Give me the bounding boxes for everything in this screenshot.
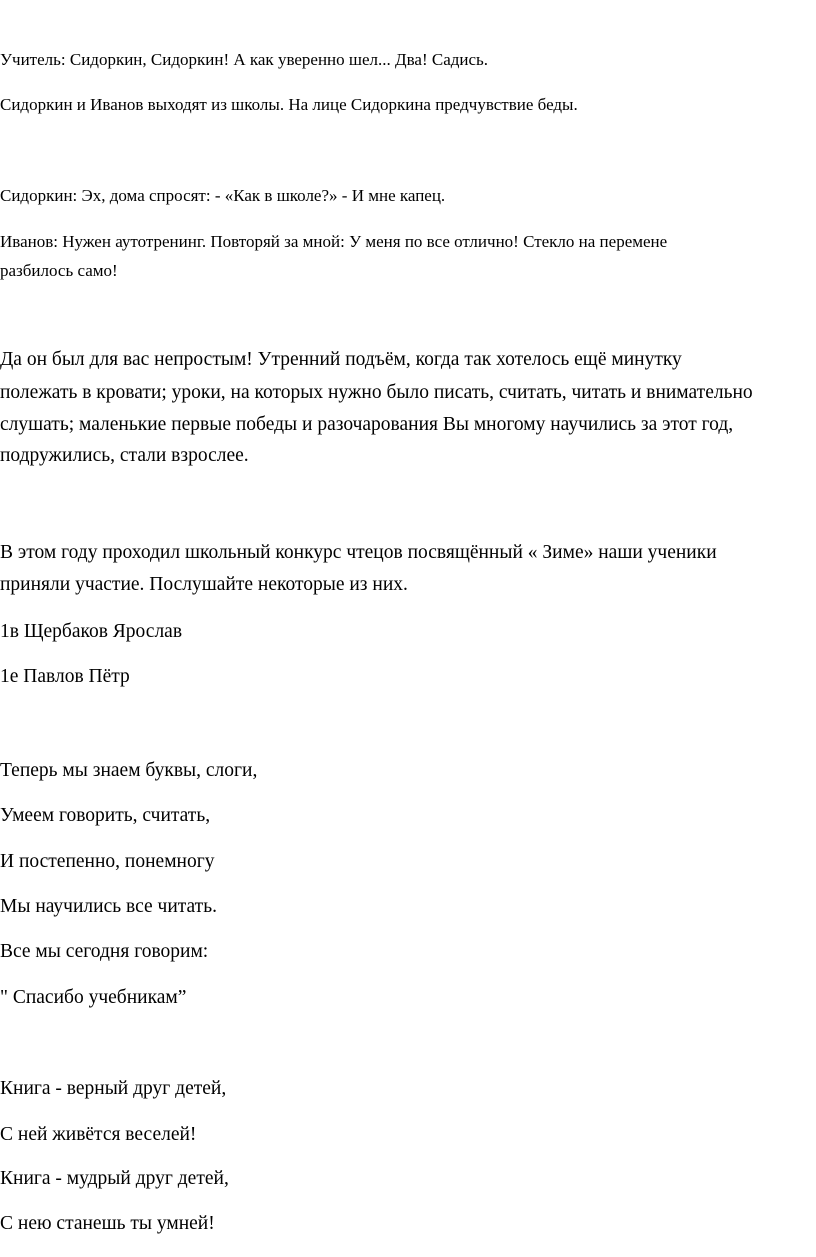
poem1-line-5: Все мы сегодня говорим:: [0, 941, 209, 962]
participant-2: 1е Павлов Пётр: [0, 666, 130, 687]
poem1-line-3: И постепенно, понемногу: [0, 851, 215, 872]
poem1-line-4: Мы научились все читать.: [0, 896, 217, 917]
poem2-line-4: С нею станешь ты умней!: [0, 1213, 215, 1234]
poem2-line-1: Книга - верный друг детей,: [0, 1078, 227, 1099]
paragraph-year-line-4: подружились, стали взрослее.: [0, 445, 249, 466]
paragraph-year-line-3: слушать; маленькие первые победы и разочарования Вы многому научились за этот год,: [0, 414, 734, 435]
participant-1: 1в Щербаков Ярослав: [0, 621, 183, 642]
dialogue-sidorkin-line: Сидоркин: Эх, дома спросят: - «Как в школе?» - И мне капец.: [0, 186, 446, 205]
poem1-line-2: Умеем говорить, считать,: [0, 805, 211, 826]
poem2-line-3: Книга - мудрый друг детей,: [0, 1168, 229, 1189]
poem1-line-6: " Спасибо учебникам”: [0, 987, 187, 1008]
dialogue-teacher-line: Учитель: Сидоркин, Сидоркин! А как уверенно шел... Два! Садись.: [0, 50, 489, 69]
paragraph-year-line-1: Да он был для вас непростым! Утренний подъём, когда так хотелось ещё минутку: [0, 349, 682, 370]
paragraph-year-line-2: полежать в кровати; уроки, на которых нужно было писать, считать, читать и внимательно: [0, 382, 753, 403]
paragraph-contest-line-1: В этом году проходил школьный конкурс чтецов посвящённый « Зиме» наши ученики: [0, 542, 717, 563]
dialogue-ivanov-line-cont: разбилось само!: [0, 261, 118, 280]
stage-direction-line: Сидоркин и Иванов выходят из школы. На лице Сидоркина предчувствие беды.: [0, 95, 578, 114]
poem1-line-1: Теперь мы знаем буквы, слоги,: [0, 760, 258, 781]
poem2-line-2: С ней живётся веселей!: [0, 1124, 197, 1145]
dialogue-ivanov-line: Иванов: Нужен аутотренинг. Повторяй за мной: У меня по все отлично! Стекло на перемене: [0, 232, 668, 251]
paragraph-contest-line-2: приняли участие. Послушайте некоторые из них.: [0, 574, 408, 595]
